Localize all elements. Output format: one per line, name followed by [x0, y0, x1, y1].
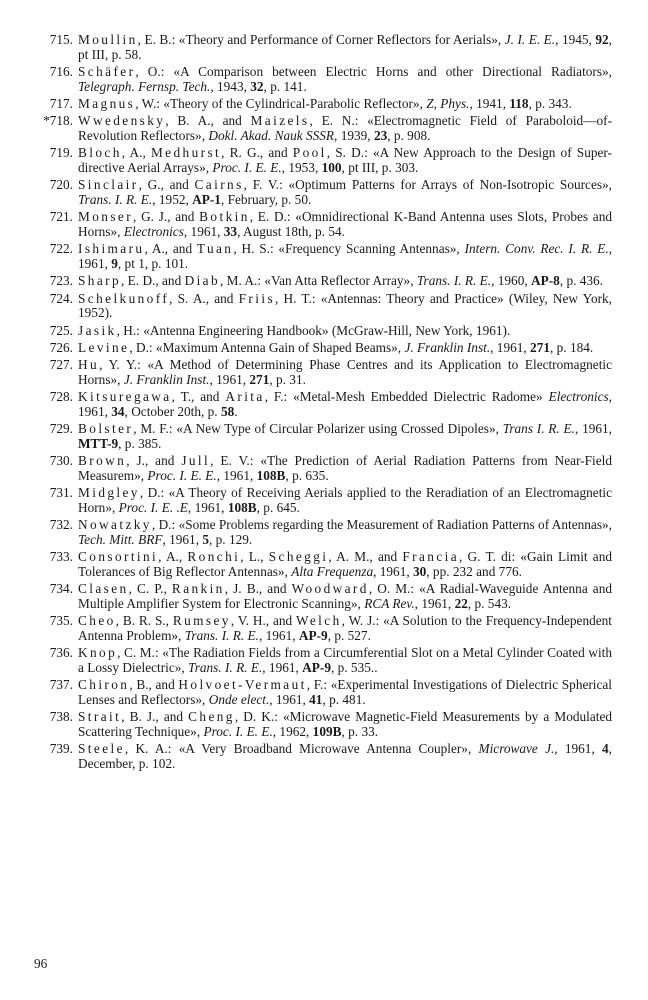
- volume-number: 34: [111, 404, 125, 420]
- reference-text: [78, 646, 612, 675]
- reference-fragment: , A.,: [121, 145, 151, 161]
- volume-number: 23: [373, 127, 388, 143]
- reference-fragment: , D.: «A Theory of Receiving Aerials applied to the Reradiation of an Electromagnetic Horn»,: [78, 485, 612, 515]
- reference-fragment: , p. 141.: [263, 78, 307, 94]
- reference-text: [78, 274, 612, 289]
- author-name: Tuan: [196, 241, 234, 257]
- volume-number: 30: [412, 563, 427, 579]
- reference-text: [78, 390, 612, 419]
- journal-title: Onde elect.: [208, 691, 270, 707]
- reference-number: 720.: [49, 177, 73, 193]
- reference-fragment: , A., and: [144, 241, 197, 257]
- reference-fragment: , F. V.: «Optimum Patterns for Arrays of Non-Isotropic Sources»,: [243, 177, 613, 193]
- reference-fragment: , October 20th, p.: [124, 404, 221, 420]
- author-name: Cheo: [78, 613, 116, 629]
- author-name: Medhurst: [150, 145, 222, 161]
- reference-text: [78, 146, 612, 175]
- author-name: Friis: [238, 290, 276, 306]
- reference-text: [78, 242, 612, 271]
- reference-entry: [20, 742, 612, 771]
- volume-number: 5: [202, 531, 209, 547]
- reference-entry: [20, 518, 612, 547]
- reference-fragment: , 1952,: [152, 191, 193, 207]
- author-name: Brown: [78, 453, 127, 469]
- reference-fragment: , 1961,: [414, 595, 455, 611]
- volume-number: AP-9: [302, 659, 331, 675]
- reference-text: [78, 550, 612, 579]
- reference-fragment: , 1962,: [272, 723, 313, 739]
- journal-title: Trans. I. R. E.: [184, 627, 259, 643]
- author-name: Kitsuregawa: [78, 389, 172, 405]
- author-name: Hu: [78, 357, 100, 373]
- reference-number: 722.: [49, 241, 73, 257]
- reference-number: 730.: [49, 453, 73, 469]
- journal-title: J. I. E. E.: [504, 32, 556, 47]
- reference-fragment: , D.: «Maximum Antenna Gain of Shaped Beams»,: [129, 340, 405, 356]
- reference-text: [78, 518, 612, 547]
- reference-number: 715.: [49, 32, 73, 47]
- reference-entry: [20, 582, 612, 611]
- author-name: Cairns: [194, 177, 244, 193]
- reference-fragment: , F.: «Experimental Investigations of Dielectric Spherical Lenses and Reflectors»,: [78, 677, 613, 707]
- journal-title: Proc. I. E. E.: [212, 159, 282, 175]
- reference-fragment: , V. H., and: [230, 613, 296, 629]
- reference-fragment: , J. B., and: [224, 581, 292, 597]
- journal-title: Proc. I. E. E.: [147, 467, 217, 483]
- author-name: Schäfer: [78, 63, 136, 79]
- reference-fragment: , August 18th, p. 54.: [237, 223, 345, 239]
- reference-entry: [20, 678, 612, 707]
- journal-title: Microwave J.: [478, 741, 555, 757]
- reference-fragment: , 1961,: [209, 372, 250, 388]
- reference-number: 739.: [49, 741, 73, 757]
- reference-fragment: , p. 535..: [330, 659, 378, 675]
- reference-number: 731.: [49, 485, 73, 501]
- reference-fragment: , A. M., and: [328, 549, 403, 565]
- reference-fragment: , 1961,: [258, 627, 299, 643]
- reference-text: [78, 97, 612, 112]
- journal-title: Trans. I. R. E.: [188, 659, 263, 675]
- author-name: Strait: [78, 709, 122, 725]
- reference-fragment: , 1945,: [555, 32, 596, 47]
- reference-fragment: , 1961,: [78, 389, 612, 420]
- author-name: Maizels: [250, 113, 310, 129]
- reference-fragment: , p. 543.: [467, 595, 512, 611]
- reference-entry: [20, 550, 612, 579]
- author-name: Sharp: [78, 273, 122, 289]
- reference-fragment: , 1961,: [262, 659, 303, 675]
- reference-fragment: , W.: «Theory of the Cylindrical-Parabolic Reflector»,: [135, 95, 427, 111]
- reference-fragment: , E. D., and: [121, 273, 185, 289]
- reference-fragment: , B., and: [129, 677, 179, 693]
- journal-title: RCA Rev.: [364, 595, 415, 611]
- volume-number: 108B: [256, 467, 286, 483]
- author-name: Ronchi: [187, 549, 241, 565]
- reference-fragment: , 1961,: [574, 421, 612, 437]
- reference-text: [78, 614, 612, 643]
- reference-entry: [20, 454, 612, 483]
- author-name: Woodward: [291, 581, 369, 597]
- volume-number: 271: [530, 340, 550, 356]
- reference-number: 724.: [49, 290, 73, 306]
- volume-number: 100: [321, 159, 342, 175]
- reference-entry: [20, 390, 612, 419]
- reference-text: [78, 65, 612, 94]
- reference-fragment: , H. T.: «Antennas: Theory and Practice» (Wiley, New York, 1952).: [78, 290, 612, 321]
- author-name: Bloch: [78, 145, 122, 161]
- reference-fragment: , T., and: [171, 389, 226, 405]
- journal-title: Electronics: [123, 223, 184, 239]
- reference-number: 726.: [49, 340, 73, 356]
- page-number: 96: [34, 956, 48, 971]
- journal-title: Intern. Conv. Rec. I. R. E.: [464, 241, 609, 257]
- author-name: Ishimaru: [78, 241, 145, 257]
- volume-number: 109B: [312, 723, 342, 739]
- reference-fragment: , O. M.: «A Radial-Waveguide Antenna and Multiple Amplifier System for Electronic Scanning»,: [78, 581, 613, 611]
- reference-fragment: , K. A.: «A Very Broadband Microwave Antenna Coupler»,: [124, 741, 479, 757]
- reference-fragment: , B. R. S.,: [115, 613, 173, 629]
- reference-text: [78, 178, 612, 207]
- volume-number: 108B: [227, 499, 257, 515]
- reference-entry: [20, 210, 612, 239]
- author-name: Holvoet-Vermaut: [178, 677, 307, 693]
- volume-number: 22: [454, 595, 468, 611]
- reference-fragment: , S. D.: «A New Approach to the Design of Super-directive Aerial Arrays»,: [78, 145, 612, 175]
- author-name: Cheng: [188, 709, 235, 725]
- reference-entry: [20, 358, 612, 387]
- author-name: Pool: [292, 145, 327, 161]
- author-name: Scheggi: [268, 549, 329, 565]
- reference-fragment: , 1961,: [269, 691, 310, 707]
- reference-fragment: , p. 385.: [118, 436, 162, 451]
- reference-entry: [20, 341, 612, 356]
- reference-fragment: , E. N.: «Electromagnetic Field of Paraboloid—of-Revolution Reflectors»,: [78, 113, 612, 143]
- reference-fragment: , C. M.: «The Radiation Fields from a Circumferential Slot on a Metal Cylinder Coated with a Lossy Dielectric»,: [78, 645, 612, 675]
- volume-number: 32: [250, 78, 264, 94]
- author-name: Diab: [184, 273, 221, 289]
- reference-fragment: , G. T. di: «Gain Limit and Tolerances of Big Reflector Antennas»,: [78, 549, 612, 579]
- reference-number: 728.: [49, 389, 73, 405]
- journal-title: J. Franklin Inst.: [123, 372, 210, 388]
- reference-fragment: , 1961,: [373, 563, 413, 579]
- reference-fragment: , p. 481.: [322, 691, 366, 707]
- volume-number: 41: [309, 691, 323, 707]
- reference-fragment: , 1961,: [554, 741, 603, 757]
- reference-fragment: , p. 527.: [327, 627, 371, 643]
- reference-text: [78, 422, 612, 451]
- volume-number: AP-9: [298, 627, 328, 643]
- author-name: Steele: [78, 741, 125, 757]
- reference-fragment: , G., and: [138, 177, 195, 193]
- reference-fragment: , L.,: [240, 549, 269, 565]
- volume-number: 92: [595, 32, 609, 47]
- reference-fragment: , E. B.: «Theory and Performance of Corner Reflectors for Aerials»,: [137, 32, 505, 47]
- reference-entry: [20, 178, 612, 207]
- author-name: Sinclair: [78, 177, 139, 193]
- volume-number: 4: [602, 741, 609, 757]
- reference-fragment: , D. K.: «Microwave Magnetic-Field Measurements by a Modulated Scattering Technique»,: [78, 709, 612, 739]
- reference-fragment: , 1961,: [183, 223, 224, 239]
- reference-fragment: , H.: «Antenna Engineering Handbook» (McGraw-Hill, New York, 1961).: [116, 322, 511, 338]
- reference-number: 719.: [49, 145, 73, 161]
- reference-text: [78, 210, 612, 239]
- volume-number: AP-8: [531, 273, 560, 289]
- reference-entry: [20, 65, 612, 94]
- reference-fragment: , p. 908.: [387, 127, 431, 143]
- reference-entry: [20, 114, 612, 143]
- reference-number: 725.: [49, 322, 73, 338]
- volume-number: 33: [223, 223, 238, 239]
- reference-fragment: , B. J., and: [121, 709, 189, 725]
- journal-title: Trans I. R. E.: [502, 421, 575, 437]
- reference-number: 737.: [49, 677, 73, 693]
- reference-fragment: .: [234, 404, 238, 420]
- reference-fragment: , F.: «Metal-Mesh Embedded Dielectric Radome»: [264, 389, 549, 405]
- reference-number: 735.: [49, 613, 73, 629]
- reference-entry: [20, 274, 612, 289]
- reference-text: [78, 358, 612, 387]
- reference-text: [78, 292, 612, 321]
- author-name: Jull: [181, 453, 211, 469]
- journal-title: J. Franklin Inst.: [404, 340, 491, 356]
- reference-fragment: , p. 31.: [269, 372, 306, 388]
- journal-title: Dokl. Akad. Nauk SSSR: [208, 127, 335, 143]
- journal-title: Trans. I. R. E.: [416, 273, 492, 289]
- reference-fragment: , R. G., and: [221, 145, 293, 161]
- author-name: Clasen: [78, 581, 129, 597]
- reference-number: 734.: [49, 581, 73, 597]
- reference-fragment: , J., and: [126, 453, 182, 469]
- reference-fragment: , p. 645.: [256, 499, 300, 515]
- reference-fragment: , 1961,: [162, 531, 203, 547]
- reference-fragment: , 1961,: [216, 467, 257, 483]
- volume-number: AP-1: [192, 191, 221, 207]
- author-name: Midgley: [78, 485, 140, 501]
- reference-fragment: , A.,: [158, 549, 188, 565]
- reference-fragment: , 1961,: [490, 340, 531, 356]
- reference-text: [78, 678, 612, 707]
- author-name: Jasik: [78, 322, 117, 338]
- author-name: Rumsey: [172, 613, 231, 629]
- reference-fragment: , February, p. 50.: [220, 191, 312, 207]
- reference-number: 716.: [49, 63, 73, 79]
- reference-number: 736.: [49, 645, 73, 661]
- reference-fragment: , B. A., and: [165, 113, 251, 129]
- reference-number: 727.: [49, 357, 73, 373]
- reference-fragment: , O.: «A Comparison between Electric Horns and other Directional Radiators»,: [135, 63, 612, 79]
- reference-text: [78, 114, 612, 143]
- reference-fragment: , pt III, p. 303.: [341, 159, 419, 175]
- reference-entry: [20, 646, 612, 675]
- reference-entry: [20, 292, 612, 321]
- reference-fragment: , G. J., and: [133, 209, 200, 225]
- author-name: Wwedensky: [78, 113, 166, 129]
- reference-number: 732.: [49, 517, 73, 533]
- author-name: Knop: [78, 645, 118, 661]
- author-name: Schelkunoff: [78, 290, 170, 306]
- reference-fragment: , pt 1, p. 101.: [117, 255, 189, 271]
- author-name: Welch: [296, 613, 342, 629]
- reference-fragment: , S. A., and: [169, 290, 239, 306]
- journal-title: Proc. I. E. E.: [203, 723, 273, 739]
- reference-text: [78, 742, 612, 771]
- author-name: Monser: [78, 209, 134, 225]
- reference-fragment: , 1961,: [187, 499, 228, 515]
- reference-number: 738.: [49, 709, 73, 725]
- reference-entry: [20, 614, 612, 643]
- reference-fragment: , 1939,: [334, 127, 374, 143]
- author-name: Botkin: [199, 209, 250, 225]
- reference-list: [20, 33, 612, 774]
- journal-title: Electronics: [548, 389, 609, 405]
- reference-fragment: , E. D.: «Omnidirectional K-Band Antenna uses Slots, Probes and Horns»,: [78, 209, 612, 239]
- reference-text: [78, 486, 612, 515]
- volume-number: 58: [220, 404, 235, 420]
- reference-text: [78, 33, 612, 62]
- reference-number: 721.: [49, 209, 73, 225]
- author-name: Chiron: [78, 677, 130, 693]
- reference-fragment: , M. A.: «Van Atta Reflector Array»,: [220, 273, 417, 289]
- reference-entry: [20, 486, 612, 515]
- author-name: Nowatzky: [78, 517, 152, 533]
- reference-fragment: , pt III, p. 58.: [78, 32, 612, 62]
- reference-fragment: , M. F.: «A New Type of Circular Polarizer using Crossed Dipoles»,: [133, 421, 503, 437]
- journal-title: Proc. I. E. .E: [118, 499, 188, 515]
- author-name: Moullin: [78, 32, 138, 47]
- reference-entry: [20, 710, 612, 739]
- author-name: Bolster: [78, 421, 134, 437]
- reference-fragment: , 1960,: [491, 273, 531, 289]
- reference-fragment: , 1941,: [469, 95, 510, 111]
- reference-entry: [20, 33, 612, 62]
- reference-entry: [20, 242, 612, 271]
- journal-title: Alta Frequenza: [291, 563, 374, 579]
- reference-entry: [20, 324, 612, 339]
- reference-fragment: , E. V.: «The Prediction of Aerial Radiation Patterns from Near-Field Measurem»,: [78, 453, 612, 483]
- reference-entry: [20, 422, 612, 451]
- reference-text: [78, 710, 612, 739]
- author-name: Levine: [78, 340, 130, 356]
- reference-fragment: , December, p. 102.: [78, 741, 612, 771]
- volume-number: 271: [249, 372, 270, 388]
- reference-fragment: , D.: «Some Problems regarding the Measurement of Radiation Patterns of Antennas»,: [151, 517, 612, 533]
- reference-number: *718.: [43, 113, 73, 129]
- reference-entry: [20, 146, 612, 175]
- journal-title: Telegraph. Fernsp. Tech.: [78, 78, 211, 94]
- author-name: Francia: [402, 549, 460, 565]
- reference-fragment: , 1961,: [78, 241, 613, 271]
- volume-number: 118: [509, 95, 529, 111]
- author-name: Magnus: [78, 95, 136, 111]
- reference-number: 717.: [49, 95, 73, 111]
- reference-fragment: , p. 184.: [550, 340, 594, 356]
- author-name: Rankin: [171, 581, 225, 597]
- reference-text: [78, 582, 612, 611]
- volume-number: MTT-9: [78, 436, 119, 451]
- reference-fragment: , pp. 232 and 776.: [426, 563, 522, 579]
- reference-number: 729.: [49, 421, 73, 437]
- author-name: Arita: [225, 389, 265, 405]
- volume-number: 9: [111, 255, 118, 271]
- reference-number: 723.: [49, 273, 73, 289]
- reference-fragment: , 1943,: [210, 78, 251, 94]
- reference-text: [78, 341, 612, 356]
- reference-fragment: , p. 33.: [341, 723, 379, 739]
- reference-text: [78, 324, 612, 339]
- author-name: Consortini: [78, 549, 159, 565]
- reference-number: 733.: [49, 549, 73, 565]
- reference-fragment: , 1953,: [281, 159, 322, 175]
- reference-fragment: , p. 436.: [559, 273, 604, 289]
- reference-fragment: , p. 635.: [285, 467, 329, 483]
- reference-fragment: , p. 343.: [528, 95, 572, 111]
- journal-title: Z, Phys.: [426, 95, 470, 111]
- reference-text: [78, 454, 612, 483]
- reference-fragment: , W. J.: «A Solution to the Frequency-Independent Antenna Problem»,: [78, 613, 612, 643]
- reference-entry: [20, 97, 612, 112]
- reference-fragment: , H. S.: «Frequency Scanning Antennas»,: [233, 241, 465, 257]
- journal-title: Trans. I. R. E.: [78, 191, 153, 207]
- reference-fragment: , Y. Y.: «A Method of Determining Phase Centres and its Application to Electromagnetic Horns»,: [78, 357, 612, 388]
- reference-fragment: , p. 129.: [209, 531, 253, 547]
- journal-title: Tech. Mitt. BRF: [78, 531, 163, 547]
- reference-fragment: , C. P.,: [128, 581, 172, 597]
